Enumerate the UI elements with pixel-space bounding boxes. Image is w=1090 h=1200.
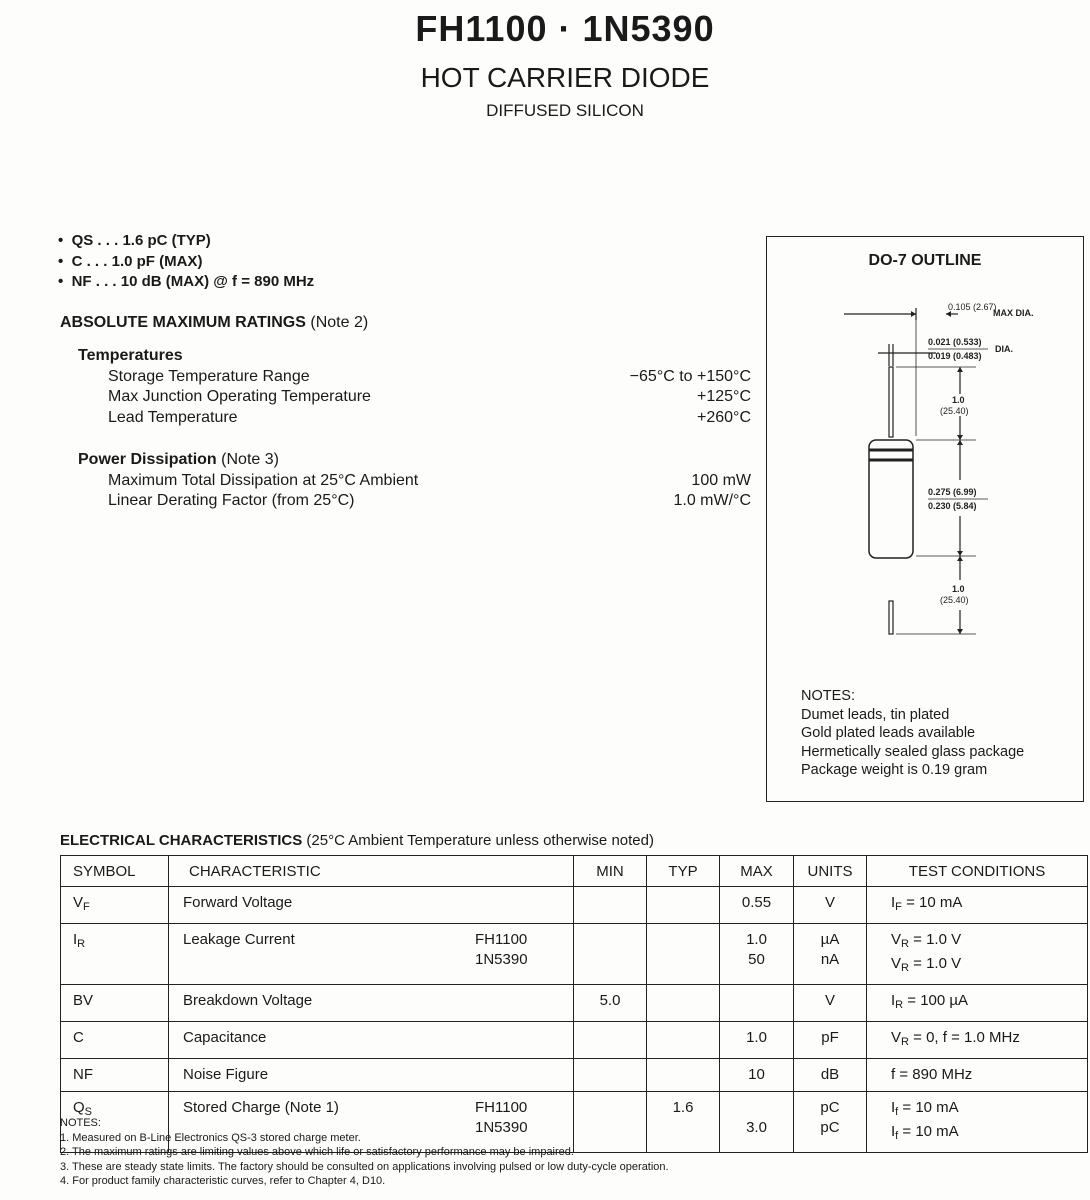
device-name xyxy=(475,1028,479,1048)
units-cell-line: pC xyxy=(820,1119,840,1136)
units-cell-line: pC xyxy=(820,1099,840,1116)
dim-body-len-min: 0.230 (5.84) xyxy=(928,501,977,511)
max-cell xyxy=(720,1022,794,1059)
feature-list xyxy=(58,231,314,293)
table-row xyxy=(61,985,1088,1022)
units-cell-line: V xyxy=(824,894,835,911)
device-name: 1N5390 xyxy=(475,951,528,968)
outline-note: Gold plated leads available xyxy=(801,725,976,741)
device-list xyxy=(475,893,479,913)
symbol-cell xyxy=(61,887,169,924)
rating-value: +125°C xyxy=(697,388,751,405)
page-subtitle: DIFFUSED SILICON xyxy=(486,101,644,120)
test-condition: $I_R = 100$ µA xyxy=(891,992,969,1011)
max-cell-line xyxy=(720,1098,793,1118)
units-cell xyxy=(794,1092,867,1153)
min-cell-line xyxy=(574,1028,646,1048)
min-cell xyxy=(574,887,647,924)
min-cell-line xyxy=(574,930,646,950)
rating-label: Lead Temperature xyxy=(108,409,238,426)
device-name: FH1100 xyxy=(475,931,528,948)
max-cell-line: 10 xyxy=(748,1066,765,1083)
electrical-characteristics-table xyxy=(60,855,1088,1153)
max-cell-line: 50 xyxy=(748,951,765,968)
units-cell xyxy=(794,887,867,924)
max-cell xyxy=(720,1092,794,1153)
max-cell-line: 0.55 xyxy=(741,894,772,911)
max-cell xyxy=(720,1059,794,1092)
col-header: SYMBOL xyxy=(61,856,169,887)
rating-value: 1.0 mW/°C xyxy=(673,492,751,509)
max-cell-line: 1.0 xyxy=(746,1029,767,1046)
footnote: 3. These are steady state limits. The factory should be consulted on applications involving pulsed or low duty-cycle operation. xyxy=(60,1160,669,1173)
characteristic-cell xyxy=(169,1022,574,1059)
max-cell-line xyxy=(720,991,793,1011)
feature-item: • QS . . . 1.6 pC (TYP) xyxy=(58,231,314,252)
min-cell xyxy=(574,1022,647,1059)
outline-note: Hermetically sealed glass package xyxy=(801,743,1025,760)
feature-item: • C . . . 1.0 pF (MAX) xyxy=(58,252,314,273)
outline-title: DO-7 OUTLINE xyxy=(868,252,982,269)
characteristic-cell xyxy=(169,1059,574,1092)
rating-value: 100 mW xyxy=(691,472,751,489)
device-name: FH1100 xyxy=(475,1099,528,1116)
characteristic-name: Forward Voltage xyxy=(183,894,293,911)
min-cell-line xyxy=(574,1098,646,1118)
dim-body-dia-label: MAX DIA. xyxy=(993,308,1034,318)
test-condition-cell xyxy=(867,985,1088,1022)
units-cell xyxy=(794,924,867,985)
typ-cell-line xyxy=(647,893,719,913)
footnote: 1. Measured on B-Line Electronics QS-3 stored charge meter. xyxy=(60,1131,361,1144)
typ-cell-line xyxy=(647,991,719,1011)
symbol-text: C xyxy=(73,1029,84,1046)
typ-cell xyxy=(647,1059,720,1092)
footnote: 2. The maximum ratings are limiting values above which life or satisfactory performance may be impaired. xyxy=(60,1146,574,1158)
characteristic-name: Stored Charge (Note 1) xyxy=(183,1099,339,1116)
characteristic-name: Breakdown Voltage xyxy=(183,992,313,1009)
test-condition: $I_F = 10$ mA xyxy=(891,894,963,913)
table-row xyxy=(61,924,1088,985)
table-row xyxy=(61,1022,1088,1059)
min-cell xyxy=(574,1059,647,1092)
device-list xyxy=(475,1065,479,1085)
symbol-text: BV xyxy=(73,992,94,1009)
symbol-text: I xyxy=(73,931,78,948)
typ-cell xyxy=(647,924,720,985)
characteristic-name: Noise Figure xyxy=(183,1066,269,1083)
symbol-cell xyxy=(61,924,169,985)
table-body xyxy=(61,887,1088,1153)
max-cell-line: 3.0 xyxy=(746,1119,767,1136)
device-list xyxy=(475,1028,479,1048)
test-condition-cell xyxy=(867,1022,1088,1059)
symbol-text: NF xyxy=(73,1066,93,1083)
characteristic-cell xyxy=(169,887,574,924)
characteristic-name: Leakage Current xyxy=(183,931,295,948)
units-cell-line: µA xyxy=(820,931,840,948)
temperatures-heading: Temperatures xyxy=(78,347,183,364)
test-condition-cell xyxy=(867,1059,1088,1092)
test-condition: $I_f = 10$ mA xyxy=(891,1123,959,1142)
feature-item: • NF . . . 10 dB (MAX) @ f = 890 MHz xyxy=(58,272,314,293)
test-condition-cell xyxy=(867,924,1088,985)
max-cell xyxy=(720,924,794,985)
device-list xyxy=(475,991,479,1011)
outline-notes xyxy=(801,687,1024,780)
rating-label: Storage Temperature Range xyxy=(108,368,310,385)
col-header: CHARACTERISTIC xyxy=(169,856,574,887)
dim-lead-bot-mm: (25.40) xyxy=(940,595,969,605)
max-cell xyxy=(720,985,794,1022)
min-cell xyxy=(574,985,647,1022)
dim-lead-top: 1.0 xyxy=(952,395,965,405)
typ-cell xyxy=(647,985,720,1022)
min-cell-line: 5.0 xyxy=(599,992,621,1009)
test-condition: $I_f = 10$ mA xyxy=(891,1099,959,1118)
symbol-cell xyxy=(61,985,169,1022)
max-cell xyxy=(720,887,794,924)
units-cell-line: nA xyxy=(820,951,840,968)
typ-cell-line xyxy=(647,1028,719,1048)
dim-body-dia: 0.105 (2.67) xyxy=(948,302,997,312)
test-condition-cell xyxy=(867,1092,1088,1153)
page-title: HOT CARRIER DIODE xyxy=(420,62,710,93)
col-header: TYP xyxy=(647,856,720,887)
test-condition: f = 890 MHz xyxy=(891,1066,973,1083)
dim-lead-dia-max: 0.021 (0.533) xyxy=(928,337,982,347)
electrical-heading: ELECTRICAL CHARACTERISTICS (25°C Ambient Temperature unless otherwise noted) xyxy=(60,832,654,849)
units-cell-line: dB xyxy=(820,1066,840,1083)
rating-label: Maximum Total Dissipation at 25°C Ambient xyxy=(108,472,419,489)
test-condition: $V_R = 1.0$ V xyxy=(891,931,962,950)
symbol-cell xyxy=(61,1059,169,1092)
device-name xyxy=(475,893,479,913)
min-cell-line xyxy=(574,893,646,913)
dim-lead-dia-min: 0.019 (0.483) xyxy=(928,351,982,361)
symbol-subscript: R xyxy=(77,938,86,950)
table-header-row xyxy=(61,856,1088,887)
rating-value: +260°C xyxy=(697,409,751,426)
table-row xyxy=(61,1059,1088,1092)
outline-note: Package weight is 0.19 gram xyxy=(801,762,988,778)
units-cell xyxy=(794,1059,867,1092)
units-cell xyxy=(794,1022,867,1059)
typ-cell-line xyxy=(647,930,719,950)
typ-cell-line: 1.6 xyxy=(672,1099,694,1116)
max-cell-line: 1.0 xyxy=(746,931,767,948)
power-heading: Power Dissipation (Note 3) xyxy=(78,451,279,468)
footnote: 4. For product family characteristic curves, refer to Chapter 4, D10. xyxy=(60,1175,386,1187)
dim-body-len-max: 0.275 (6.99) xyxy=(928,487,977,497)
footnotes-heading: NOTES: xyxy=(60,1117,101,1129)
rating-label: Max Junction Operating Temperature xyxy=(108,388,371,405)
device-name: 1N5390 xyxy=(475,1119,528,1136)
col-header: UNITS xyxy=(794,856,867,887)
test-condition: $V_R = 0$, f = 1.0 MHz xyxy=(891,1029,1020,1048)
characteristic-cell xyxy=(169,924,574,985)
table-row xyxy=(61,887,1088,924)
characteristic-name: Capacitance xyxy=(183,1029,267,1046)
min-cell xyxy=(574,924,647,985)
symbol-text: Q xyxy=(73,1099,85,1116)
typ-cell-line xyxy=(647,1065,719,1085)
outline-note: Dumet leads, tin plated xyxy=(801,706,950,723)
col-header: MAX xyxy=(720,856,794,887)
symbol-text: V xyxy=(73,894,84,911)
part-numbers: FH1100 · 1N5390 xyxy=(415,8,715,49)
min-cell-line xyxy=(574,1065,646,1085)
arrow-head xyxy=(911,311,916,317)
col-header: TEST CONDITIONS xyxy=(867,856,1088,887)
do7-outline-drawing xyxy=(766,236,1084,656)
typ-cell xyxy=(647,887,720,924)
footnotes xyxy=(60,1116,669,1189)
symbol-subscript: F xyxy=(83,901,90,913)
symbol-cell xyxy=(61,1022,169,1059)
dim-lead-top-mm: (25.40) xyxy=(940,406,969,416)
rating-label: Linear Derating Factor (from 25°C) xyxy=(108,492,355,509)
symbol-subscript: S xyxy=(84,1106,93,1118)
typ-cell xyxy=(647,1022,720,1059)
device-name xyxy=(475,1065,479,1085)
dim-lead-dia-label: DIA. xyxy=(995,344,1013,354)
abs-max-heading: ABSOLUTE MAXIMUM RATINGS (Note 2) xyxy=(60,314,369,331)
characteristic-cell xyxy=(169,985,574,1022)
test-condition-cell xyxy=(867,887,1088,924)
test-condition: $V_R = 1.0$ V xyxy=(891,955,962,974)
rating-value: −65°C to +150°C xyxy=(629,368,751,385)
units-cell xyxy=(794,985,867,1022)
units-cell-line: pF xyxy=(821,1029,839,1046)
dim-lead-bot: 1.0 xyxy=(952,584,965,594)
col-header: MIN xyxy=(574,856,647,887)
device-name xyxy=(475,991,479,1011)
device-list xyxy=(475,930,528,970)
units-cell-line: V xyxy=(824,992,835,1009)
outline-notes-heading: NOTES: xyxy=(801,688,855,704)
